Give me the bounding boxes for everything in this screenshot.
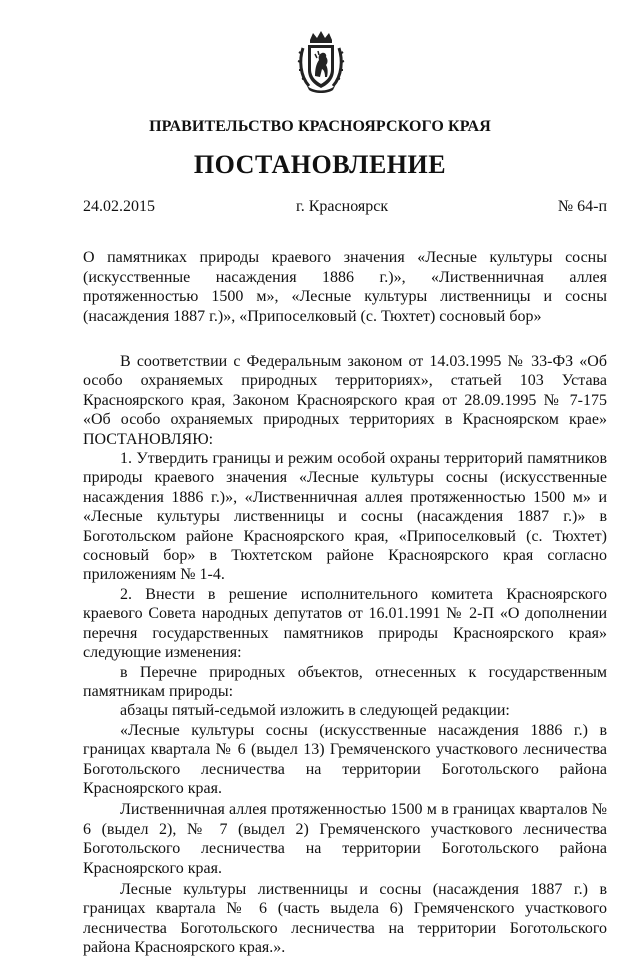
document-body bbox=[83, 352, 607, 958]
body-paragraph: в Перечне природных объектов, отнесенных к государственным памятникам природы: bbox=[83, 663, 607, 700]
krasnoyarsk-krai-coat-of-arms-icon bbox=[297, 30, 345, 94]
body-paragraph: Лесные культуры лиственницы и сосны (насаждения 1887 г.) в границах квартала № 6 (часть выдела 6) Гремяченского участкового лесничества Боготольского лесничества на территории Боготольского района Красноярского края.». bbox=[83, 880, 607, 957]
body-paragraph: 1. Утвердить границы и режим особой охраны территорий памятников природы краевого значения «Лесные культуры сосны (искусственные насаждения 1886 г.)», «Лиственничная аллея протяженностью 1500 м» и «Лесные культуры лиственницы и сосны (насаждения 1887 г.)» в Боготольском районе Красноярского края, «Припоселковый (с. Тюхтет) сосновый бор» в Тюхтетском районе Красноярского края согласно приложениям № 1-4. bbox=[83, 450, 607, 584]
organization-title: ПРАВИТЕЛЬСТВО КРАСНОЯРСКОГО КРАЯ bbox=[149, 118, 491, 135]
body-paragraph: 2. Внести в решение исполнительного комитета Красноярского краевого Совета народных депутатов от 16.01.1991 № 2-П «О дополнении перечня государственных памятников природы Красноярского края» следующие изменения: bbox=[83, 585, 607, 662]
document-type-title: ПОСТАНОВЛЕНИЕ bbox=[193, 150, 447, 179]
document-number: № 64-п bbox=[557, 198, 607, 215]
body-paragraph: «Лесные культуры сосны (искусственные насаждения 1886 г.) в границах квартала № 6 (выдел 13) Гремяченского участкового лесничества Боготольского лесничества на территории Боготольского района Красноярского края. bbox=[83, 721, 607, 797]
body-paragraph: абзацы пятый-седьмой изложить в следующей редакции: bbox=[120, 702, 510, 720]
body-paragraph: В соответствии с Федеральным законом от 14.03.1995 № 33-ФЗ «Об особо охраняемых природных территориях», статьей 103 Устава Красноярского края, Законом Красноярского края от 28.09.1995 № 7-175 «Об особо охраняемых природных территориях в Красноярском крае» ПОСТАНОВЛЯЮ: bbox=[83, 353, 607, 448]
document-city: г. Красноярск bbox=[296, 198, 389, 215]
document-date: 24.02.2015 bbox=[83, 198, 155, 215]
body-paragraph: Лиственничная аллея протяженностью 1500 м в границах кварталов № 6 (выдел 2), № 7 (выдел 2) Гремяченского участкового лесничества Боготольского лесничества на территории Боготольского района Красноярского края. bbox=[83, 801, 607, 877]
document-subject: О памятниках природы краевого значения «Лесные культуры сосны (искусственные насаждения 1886 г.)», «Лиственничная аллея протяженностью 1500 м», «Лесные культуры лиственницы и сосны (насаждения 1887 г.)», «Припоселковый (с. Тюхтет) сосновый бор» bbox=[83, 249, 607, 326]
